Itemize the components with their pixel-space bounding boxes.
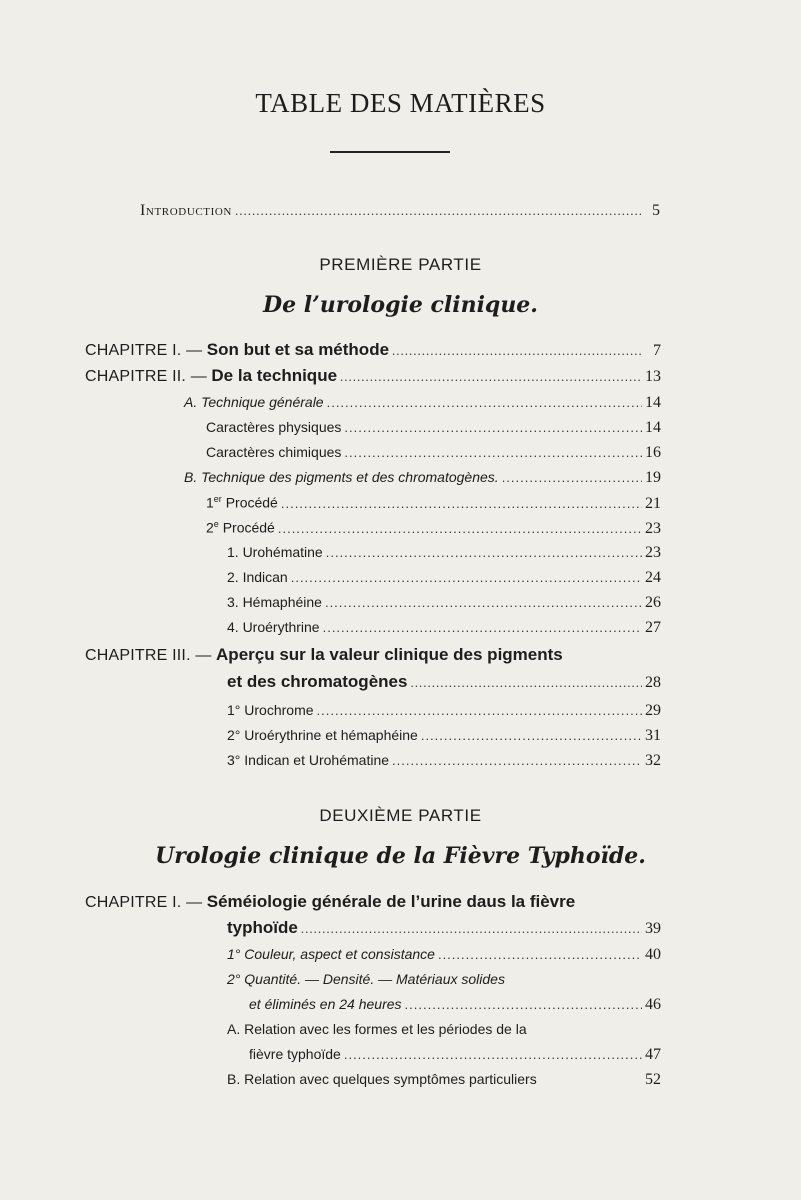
part2-subtitle: Urologie clinique de la Fièvre Typhoïde. [155,843,646,869]
toc-chapter-3-line1 [85,645,563,665]
entry-page: 32 [645,752,661,769]
chapter-page: 7 [653,342,661,359]
chapter-title: Son but et sa méthode [206,340,390,359]
entry-label: B. Relation avec quelques symptômes particuliers [227,1071,537,1087]
entry-label-line2: fièvre typhoïde [249,1046,341,1062]
toc-entry [227,569,661,587]
entry-label: 1° Urochrome [227,702,314,718]
chapter-page: 13 [645,368,661,385]
leader-dots [327,395,642,410]
entry-page: 19 [645,469,661,486]
toc-entry [249,996,661,1014]
title-rule [330,151,450,153]
entry-label: Procédé [221,494,278,511]
leader-dots [405,997,642,1012]
entry-label: 1. Urohématine [227,544,323,560]
toc-entry [206,494,661,513]
entry-label-line1: A. Relation avec les formes et les périodes de la [227,1021,527,1037]
leader-dots [291,570,642,585]
leader-dots [392,343,642,359]
leader-dots [392,753,642,768]
entry-label: A. Technique générale [184,394,324,410]
leader-dots [438,947,642,962]
chapter-title: Aperçu sur la valeur clinique des pigments [216,645,563,664]
entry-label: 1° Couleur, aspect et consistance [227,946,435,962]
entry-page: 14 [645,419,661,436]
entry-label: 2° Uroérythrine et hémaphéine [227,727,418,743]
toc-part2-chapter-1-line2 [227,918,661,938]
entry-label: Caractères chimiques [206,444,342,460]
entry-label: Caractères physiques [206,419,342,435]
toc-entry [206,419,661,437]
toc-chapter-1 [85,340,661,360]
entry-label: B. Technique des pigments et des chromatogènes. [184,469,499,485]
chapter-title: De la technique [211,366,338,385]
leader-dots [344,420,642,435]
toc-chapter-3-line2 [227,672,661,692]
chapter-title-cont: et des chromatogènes [227,672,408,691]
entry-page: 46 [645,996,661,1013]
introduction-page: 5 [652,202,660,219]
entry-page: 16 [645,444,661,461]
entry-page: 29 [645,702,661,719]
leader-dots [323,620,642,635]
entry-label: 3. Hémaphéine [227,594,322,610]
toc-entry [227,619,661,637]
entry-page: 27 [645,619,661,636]
toc-introduction [140,202,660,220]
chapter-page: 28 [645,674,661,691]
entry-page: 26 [645,594,661,611]
entry-page: 40 [645,946,661,963]
ordinal-suffix: e [213,519,219,529]
page-title: TABLE DES MATIÈRES [255,88,546,118]
chapter-label: CHAPITRE I. — [85,342,203,359]
leader-dots [325,595,642,610]
toc-entry [227,594,661,612]
part1-heading: PREMIÈRE PARTIE [319,255,482,274]
toc-entry [206,519,661,538]
leader-dots [340,369,642,385]
introduction-label: Introduction [140,202,232,219]
leader-dots [317,703,642,718]
chapter-title-cont: typhoïde [227,918,298,937]
chapter-page: 39 [645,920,661,937]
toc-entry [227,544,661,562]
chapter-label: CHAPITRE I. — [85,894,203,911]
entry-label-line2: et éliminés en 24 heures [249,996,402,1012]
toc-entry [227,752,661,770]
toc-entry [227,727,661,745]
entry-page: 14 [645,394,661,411]
entry-page: 31 [645,727,661,744]
part2-heading: DEUXIÈME PARTIE [319,806,482,825]
procedure-number: 2 [206,519,214,536]
procedure-number: 1 [206,494,214,511]
toc-entry [227,1071,661,1089]
chapter-label: CHAPITRE II. — [85,368,207,385]
chapter-title: Séméiologie générale de l’urine daus la fièvre [206,892,576,911]
leader-dots [410,675,642,691]
entry-page: 23 [645,544,661,561]
leader-dots [502,470,642,485]
entry-page: 23 [645,519,661,537]
ordinal-suffix: er [213,494,222,504]
toc-part2-chapter-1-line1 [85,892,575,912]
toc-entry [206,444,661,462]
entry-label: Procédé [218,519,275,536]
toc-entry [249,1046,661,1064]
entry-label: 3° Indican et Urohématine [227,752,390,768]
leader-dots [344,1047,642,1062]
entry-page: 47 [645,1046,661,1063]
leader-dots [278,521,642,536]
entry-page: 52 [645,1071,661,1088]
toc-entry [184,394,661,412]
entry-label: 4. Uroérythrine [227,619,320,635]
leader-dots [344,445,642,460]
chapter-label: CHAPITRE III. — [85,647,212,664]
part1-subtitle: De l’urologie clinique. [263,292,538,318]
entry-page: 24 [645,569,661,586]
toc-entry [227,946,661,964]
entry-label: 2. Indican [227,569,288,585]
entry-page: 21 [645,494,661,512]
leader-dots [301,921,642,937]
leader-dots [281,496,642,511]
toc-entry [227,702,661,720]
leader-dots [326,545,642,560]
entry-label-line1: 2° Quantité. — Densité. — Matériaux solides [227,971,505,987]
toc-chapter-2 [85,366,661,386]
leader-dots [235,203,641,219]
leader-dots [421,728,642,743]
toc-entry [184,469,661,487]
